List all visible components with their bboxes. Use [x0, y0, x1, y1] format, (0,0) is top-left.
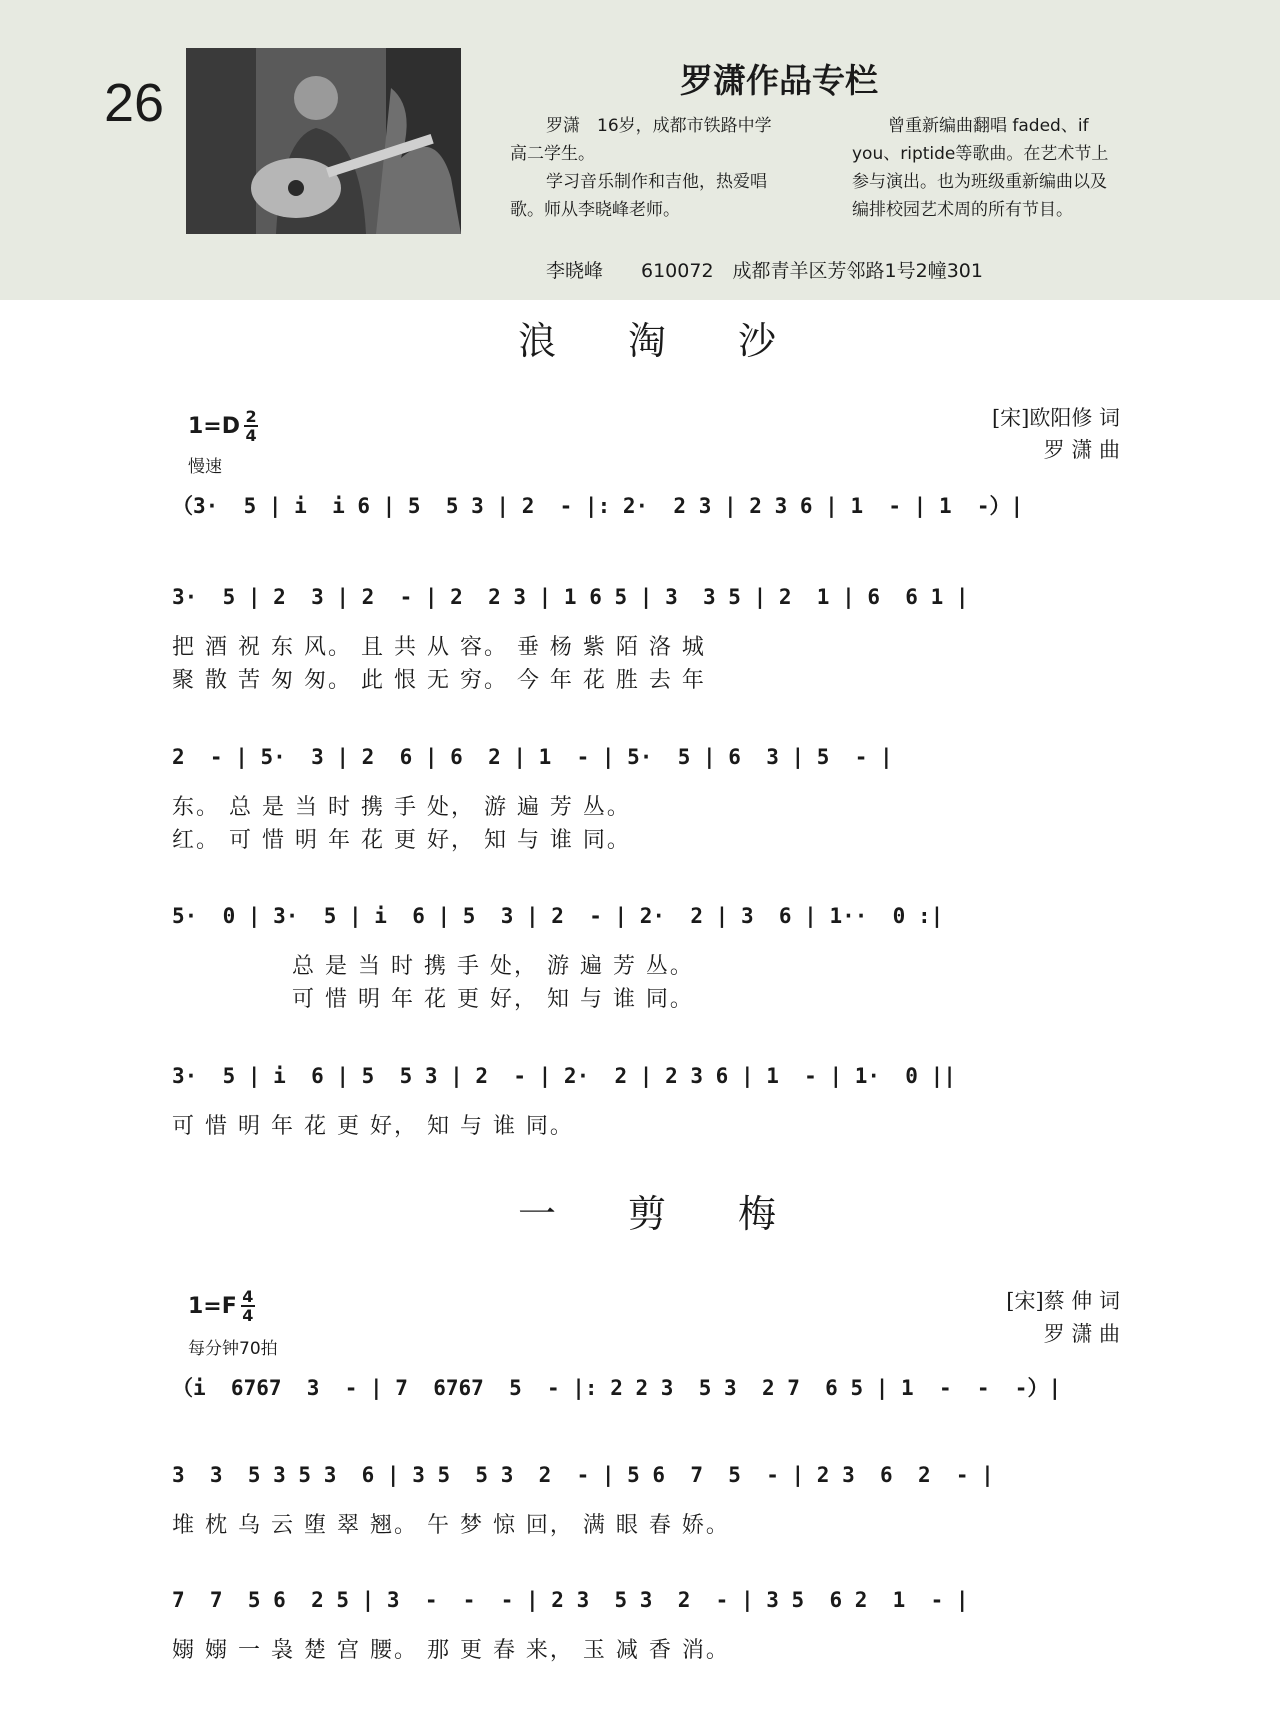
- lyric-verse-1: 可 惜 明 年 花 更 好， 知 与 谁 同。: [172, 1114, 574, 1139]
- notation: 5· 0 | 3· 5 | i 6 | 5 3 | 2 - | 2· 2 | 3 6 | 1·· 0 :|: [172, 904, 944, 928]
- bio-right-line: 编排校园艺术周的所有节目。: [852, 200, 1073, 220]
- bio-right: [852, 112, 1152, 224]
- key-signature: [188, 408, 258, 444]
- notation: （i 6767 3 - | 7 6767 5 - |: 2 2 3 5 3 2 7 6 5 | 1 - - -）|: [172, 1376, 1062, 1400]
- lyric-verse-2: 可 惜 明 年 花 更 好， 知 与 谁 同。: [292, 987, 694, 1012]
- lyric-verse-1: 东。 总 是 当 时 携 手 处， 游 遍 芳 丛。: [172, 795, 631, 820]
- bio-left-line: 高二学生。: [510, 144, 595, 164]
- time-bottom: 4: [245, 426, 257, 445]
- bio-left-line: 歌。师从李晓峰老师。: [510, 200, 680, 220]
- lyric-verse-1: 堆 枕 乌 云 堕 翠 翘。 午 梦 惊 回， 满 眼 春 娇。: [172, 1513, 730, 1538]
- tempo-marking: 每分钟70拍: [188, 1339, 278, 1359]
- notation: 3 3 5 3 5 3 6 | 3 5 5 3 2 - | 5 6 7 5 - | 2 3 6 2 - |: [172, 1463, 994, 1487]
- bio-right-line: 曾重新编曲翻唱 faded、if: [888, 116, 1089, 136]
- bio-right-line: 参与演出。也为班级重新编曲以及: [852, 172, 1107, 192]
- lyric-verse-1: 把 酒 祝 东 风。 且 共 从 容。 垂 杨 紫 陌 洛 城: [172, 635, 706, 660]
- song-title: 一剪梅: [518, 1192, 849, 1236]
- contact-address: 李晓峰 610072 成都青羊区芳邻路1号2幢301: [546, 260, 983, 282]
- bio-left: [510, 112, 810, 224]
- author-photo: [186, 48, 461, 234]
- notation: （3· 5 | i i 6 | 5 5 3 | 2 - |: 2· 2 3 | 2 3 6 | 1 - | 1 -）|: [172, 494, 1024, 518]
- notation: 3· 5 | i 6 | 5 5 3 | 2 - | 2· 2 | 2 3 6 | 1 - | 1· 0 ||: [172, 1064, 956, 1088]
- key-label: 1=F: [188, 1293, 237, 1319]
- column-title: 罗潇作品专栏: [680, 61, 878, 100]
- lyric-verse-1: 总 是 当 时 携 手 处， 游 遍 芳 丛。: [292, 954, 694, 979]
- credit-lyrics: [宋]蔡 伸 词: [1006, 1289, 1120, 1313]
- lyric-verse-2: 聚 散 苦 匆 匆。 此 恨 无 穷。 今 年 花 胜 去 年: [172, 668, 706, 693]
- notation: 3· 5 | 2 3 | 2 - | 2 2 3 | 1 6 5 | 3 3 5 | 2 1 | 6 6 1 |: [172, 585, 969, 609]
- bio-right-line: you、riptide等歌曲。在艺术节上: [852, 144, 1109, 164]
- bio-left-line: 学习音乐制作和吉他，热爱唱: [546, 172, 767, 192]
- key-label: 1=D: [188, 413, 241, 439]
- time-bottom: 4: [242, 1306, 254, 1325]
- song-title: 浪淘沙: [518, 319, 849, 363]
- time-signature: [241, 1288, 255, 1324]
- bio-left-line: 罗潇 16岁，成都市铁路中学: [546, 116, 772, 136]
- time-top: 4: [242, 1287, 254, 1306]
- tempo-marking: 慢速: [188, 457, 222, 477]
- lyric-verse-2: 红。 可 惜 明 年 花 更 好， 知 与 谁 同。: [172, 828, 631, 853]
- key-signature: [188, 1288, 255, 1324]
- credit-lyrics: [宋]欧阳修 词: [991, 406, 1120, 430]
- lyric-verse-1: 嫋 嫋 一 袅 楚 宫 腰。 那 更 春 来， 玉 减 香 消。: [172, 1638, 730, 1663]
- notation: 2 - | 5· 3 | 2 6 | 6 2 | 1 - | 5· 5 | 6 3 | 5 - |: [172, 745, 893, 769]
- time-top: 2: [245, 407, 257, 426]
- time-signature: [244, 408, 258, 444]
- page-number: 26: [104, 73, 165, 133]
- credit-music: 罗 潇 曲: [1043, 438, 1120, 462]
- notation: 7 7 5 6 2 5 | 3 - - - | 2 3 5 3 2 - | 3 5 6 2 1 - |: [172, 1588, 969, 1612]
- credit-music: 罗 潇 曲: [1043, 1322, 1120, 1346]
- column-header: [0, 0, 1280, 300]
